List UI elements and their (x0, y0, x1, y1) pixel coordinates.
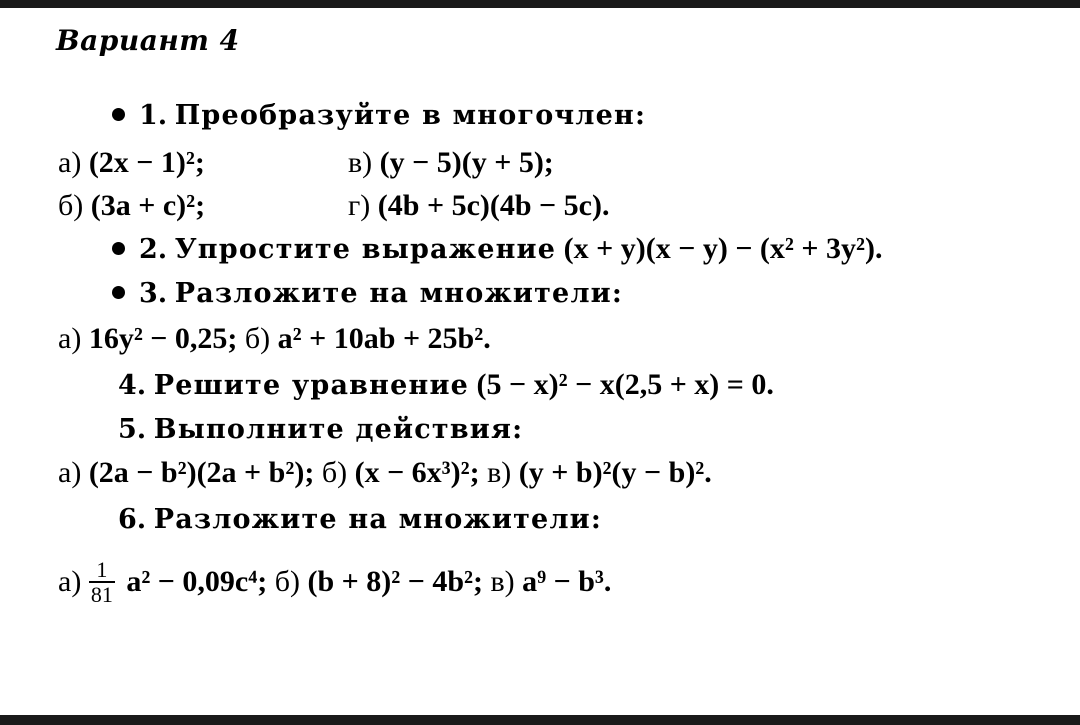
task-5-row (58, 458, 712, 488)
task-1v-expr: (y − 5)(y + 5); (379, 146, 554, 179)
task-6-heading (118, 504, 602, 534)
task-1-row-b (58, 191, 205, 221)
task-1b-expr: (3a + c)²; (90, 189, 206, 222)
task-5-text: Выполните действия: (153, 414, 524, 445)
task-3a-expr: 16y² − 0,25; (88, 322, 238, 355)
task-1-number: 1. (139, 100, 168, 131)
task-5-number: 5. (118, 414, 147, 445)
task-1a-expr: (2x − 1)²; (88, 146, 205, 179)
bullet-icon (112, 242, 125, 255)
task-6v-label: в) (490, 564, 515, 598)
worksheet-page (0, 8, 1080, 715)
task-4-number: 4. (118, 370, 147, 401)
task-5b-expr: (x − 6x³)²; (354, 456, 480, 489)
task-6v-expr: a⁹ − b³. (522, 564, 612, 598)
task-3a-label: а) (58, 322, 82, 355)
task-1-row-g (348, 191, 609, 221)
task-4 (118, 370, 774, 400)
task-5v-label: в) (487, 456, 512, 489)
task-5a-expr: (2a − b²)(2a + b²); (88, 456, 315, 489)
task-1-text: Преобразуйте в многочлен: (174, 100, 647, 131)
task-3-number: 3. (139, 278, 168, 309)
task-3-text: Разложите на множители: (174, 278, 624, 309)
task-2-text: Упростите выражение (174, 234, 557, 265)
task-4-text: Решите уравнение (153, 370, 470, 401)
fraction-1-81 (89, 558, 115, 606)
fraction-numerator: 1 (89, 558, 115, 583)
bullet-icon (112, 108, 125, 121)
task-6-number: 6. (118, 504, 147, 535)
task-5v-expr: (y + b)²(y − b)². (518, 456, 712, 489)
task-5a-label: а) (58, 456, 82, 489)
bullet-icon (112, 286, 125, 299)
task-3-row (58, 324, 491, 354)
fraction-denominator: 81 (90, 582, 113, 608)
task-3b-label: б) (244, 322, 271, 355)
task-4-expr: (5 − x)² − x(2,5 + x) = 0. (476, 368, 774, 401)
task-1v-label: в) (348, 146, 373, 179)
task-1g-label: г) (348, 189, 371, 222)
task-6b-label: б) (274, 564, 300, 598)
task-1g-expr: (4b + 5c)(4b − 5c). (377, 189, 610, 222)
task-5-heading (118, 414, 523, 444)
task-6a-label: а) (58, 564, 82, 598)
task-1-row-v (348, 148, 554, 178)
variant-title: Вариант 4 (56, 24, 240, 57)
task-2-expr: (x + y)(x − y) − (x² + 3y²). (563, 232, 883, 265)
task-1a-label: а) (58, 146, 82, 179)
task-5b-label: б) (321, 456, 348, 489)
task-1b-label: б) (58, 189, 84, 222)
task-1-heading (112, 100, 646, 130)
task-2-number: 2. (139, 234, 168, 265)
task-6b-expr: (b + 8)² − 4b²; (307, 564, 483, 598)
task-3b-expr: a² + 10ab + 25b². (277, 322, 491, 355)
task-6a-expr: a² − 0,09c⁴; (126, 564, 268, 598)
task-6-row (58, 557, 612, 608)
task-3-heading (112, 278, 623, 308)
task-6-text: Разложите на множители: (153, 504, 603, 535)
task-2 (112, 234, 882, 264)
task-1-row-a (58, 148, 205, 178)
